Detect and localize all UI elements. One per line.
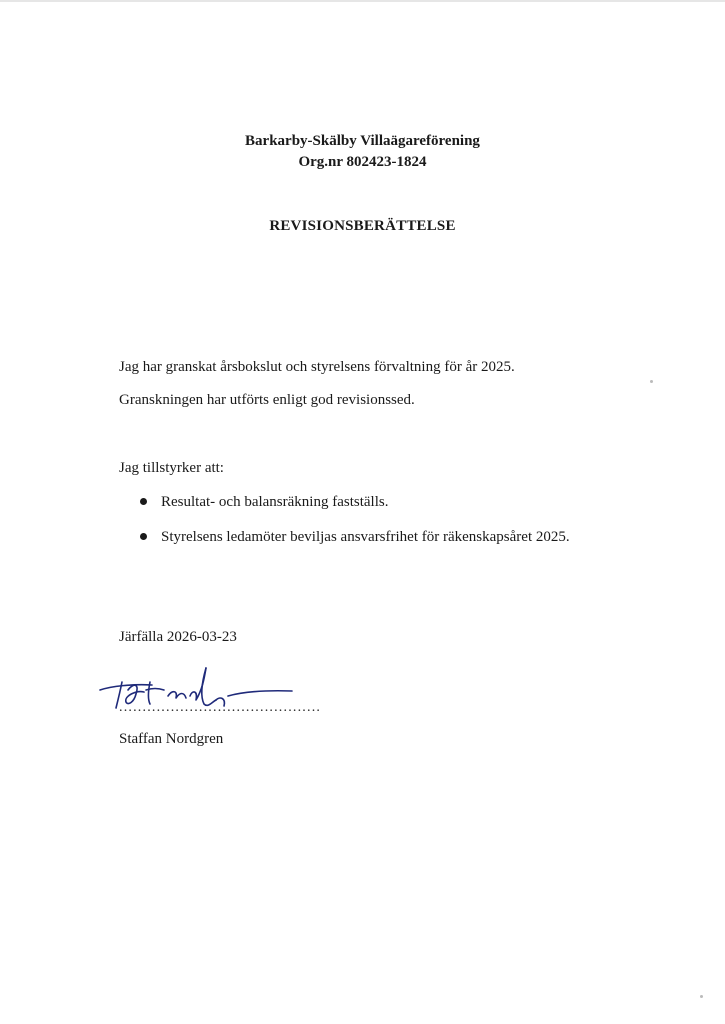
- list-item-text: Styrelsens ledamöter beviljas ansvarsfrihet för räkenskapsåret 2025.: [161, 529, 570, 545]
- organization-name: Barkarby-Skälby Villaägareförening: [245, 133, 480, 149]
- bullet-icon: [140, 498, 147, 505]
- signature-line: ...........................................: [119, 700, 322, 715]
- bullet-icon: [140, 533, 147, 540]
- recommendation-intro: Jag tillstyrker att:: [119, 460, 224, 476]
- document-title: REVISIONSBERÄTTELSE: [269, 218, 456, 234]
- page-top-edge: [0, 0, 725, 2]
- list-item-text: Resultat- och balansräkning fastställs.: [161, 494, 389, 510]
- place-and-date: Järfälla 2026-03-23: [119, 629, 237, 645]
- signer-name: Staffan Nordgren: [119, 731, 224, 747]
- scan-speck: [650, 380, 653, 383]
- list-item: [140, 527, 570, 547]
- paragraph-review-standard: Granskningen har utförts enligt god revisionssed.: [119, 392, 415, 408]
- list-item: [140, 492, 388, 512]
- paragraph-review-scope: Jag har granskat årsbokslut och styrelsens förvaltning för år 2025.: [119, 359, 515, 375]
- scan-speck: [700, 995, 703, 998]
- organization-number: Org.nr 802423-1824: [298, 154, 427, 170]
